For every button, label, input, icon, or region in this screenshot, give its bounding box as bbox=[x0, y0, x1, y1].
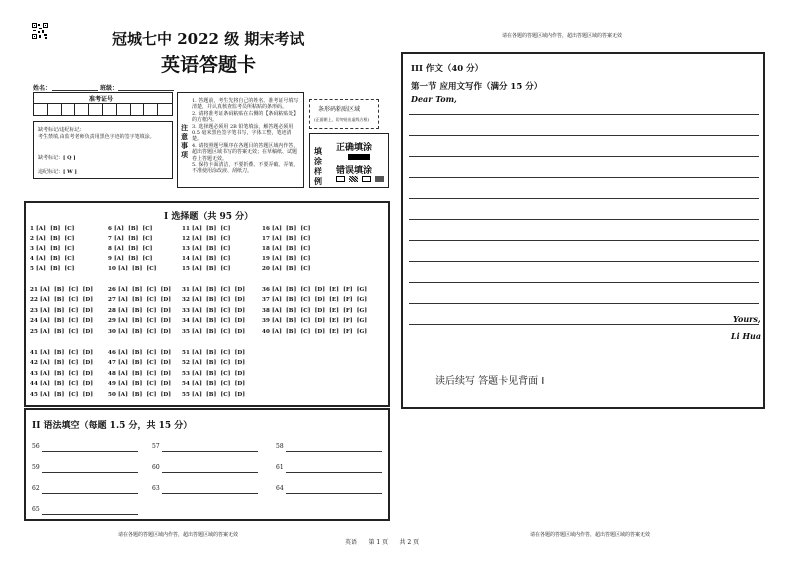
answer-option-row[interactable]: 11 [A] [B] [C] bbox=[182, 226, 231, 232]
answer-option-row[interactable]: 3 [A] [B] [C] bbox=[30, 246, 75, 252]
answer-option-row[interactable]: 28 [A] [B] [C] [D] bbox=[108, 307, 172, 314]
note-item: 2. 请将准考证条码粘贴在右侧的【条码粘贴处】的方框内。 bbox=[192, 110, 299, 124]
violation-mark[interactable]: [ W ] bbox=[63, 169, 77, 175]
exam-id-cell[interactable] bbox=[131, 103, 145, 115]
notes-side-label: 注意事项 bbox=[181, 123, 188, 159]
name-label: 姓名： bbox=[33, 85, 52, 92]
answer-option-row[interactable]: 54 [A] [B] [C] [D] bbox=[182, 381, 246, 388]
answer-option-row[interactable]: 37 [A] [B] [C] [D] [E] [F] [G] bbox=[262, 297, 368, 304]
answer-option-row[interactable]: 23 [A] [B] [C] [D] bbox=[30, 307, 94, 314]
answer-option-row[interactable]: 45 [A] [B] [C] [D] bbox=[30, 391, 94, 398]
answer-option-row[interactable]: 9 [A] [B] [C] bbox=[108, 256, 153, 262]
class-label: 班级： bbox=[100, 85, 119, 92]
writing-line[interactable] bbox=[409, 324, 759, 325]
part1-title: 第一节 应用文写作（满分 15 分） bbox=[411, 82, 543, 92]
exam-id-box bbox=[33, 92, 173, 116]
note-item: 4. 请按照题号顺序在各题目的答题区域内作答，超出答题区域书写的答案无效；在草稿纸、试题卷上答题无效。 bbox=[192, 142, 299, 162]
writing-lines[interactable] bbox=[409, 114, 762, 349]
answer-option-row[interactable]: 5 [A] [B] [C] bbox=[30, 266, 75, 272]
answer-option-row[interactable]: 30 [A] [B] [C] [D] bbox=[108, 328, 172, 335]
blank-line[interactable] bbox=[286, 493, 382, 494]
missing-mark-desc: 考生禁填,由监考老师负责用黑色字迹的签字笔填涂。 bbox=[38, 134, 155, 140]
answer-option-row[interactable]: 20 [A] [B] [C] bbox=[262, 266, 311, 272]
answer-option-row[interactable]: 46 [A] [B] [C] [D] bbox=[108, 350, 172, 356]
answer-option-row[interactable]: 4 [A] [B] [C] bbox=[30, 256, 75, 262]
answer-option-row[interactable]: 40 [A] [B] [C] [D] [E] [F] [G] bbox=[262, 328, 368, 335]
answer-option-row[interactable]: 10 [A] [B] [C] bbox=[108, 266, 157, 272]
exam-id-cells[interactable] bbox=[34, 103, 172, 115]
continuation-note: 读后续写 答题卡见背面 I bbox=[435, 376, 545, 387]
notes-box bbox=[177, 92, 304, 188]
exam-id-cell[interactable] bbox=[75, 103, 89, 115]
answer-option-row[interactable]: 38 [A] [B] [C] [D] [E] [F] [G] bbox=[262, 307, 368, 314]
section3-title: III 作文（40 分） bbox=[411, 64, 484, 74]
blank-number: 65 bbox=[32, 506, 40, 513]
writing-line[interactable] bbox=[409, 282, 759, 283]
answer-option-row[interactable]: 13 [A] [B] [C] bbox=[182, 246, 231, 252]
answer-option-row[interactable]: 18 [A] [B] [C] bbox=[262, 246, 311, 252]
answer-option-row[interactable]: 34 [A] [B] [C] [D] bbox=[182, 318, 246, 325]
answer-option-row[interactable]: 44 [A] [B] [C] [D] bbox=[30, 381, 94, 388]
section2-box bbox=[24, 408, 390, 521]
note-item: 1. 答题前，考生先将自己的姓名、准考证号填写清楚，并认真核查监考员所粘贴的条形码。 bbox=[192, 98, 299, 111]
letter-greeting: Dear Tom, bbox=[411, 94, 457, 104]
answer-option-row[interactable]: 36 [A] [B] [C] [D] [E] [F] [G] bbox=[262, 287, 368, 293]
writing-line[interactable] bbox=[409, 219, 759, 220]
blank-number: 63 bbox=[152, 485, 160, 492]
exam-id-cell[interactable] bbox=[48, 103, 62, 115]
footer-right-notice: 请在各题的答题区域内作答，超出答题区域的答案无效 bbox=[530, 532, 651, 538]
blank-line[interactable] bbox=[42, 493, 138, 494]
answer-option-row[interactable]: 48 [A] [B] [C] [D] bbox=[108, 370, 172, 377]
writing-line[interactable] bbox=[409, 198, 759, 199]
blank-number: 57 bbox=[152, 443, 160, 450]
exam-id-cell[interactable] bbox=[117, 103, 131, 115]
exam-id-cell[interactable] bbox=[144, 103, 158, 115]
answer-option-row[interactable]: 27 [A] [B] [C] [D] bbox=[108, 297, 172, 304]
writing-line[interactable] bbox=[409, 156, 759, 157]
blank-number: 56 bbox=[32, 443, 40, 450]
answer-option-row[interactable]: 47 [A] [B] [C] [D] bbox=[108, 360, 172, 367]
blank-line[interactable] bbox=[162, 451, 258, 452]
answer-option-row[interactable]: 14 [A] [B] [C] bbox=[182, 256, 231, 262]
exam-id-cell[interactable] bbox=[89, 103, 103, 115]
letter-signature: Li Hua bbox=[731, 331, 762, 341]
blank-line[interactable] bbox=[42, 472, 138, 473]
blank-line[interactable] bbox=[286, 451, 382, 452]
footer-left-notice: 请在各题的答题区域内作答，超出答题区域的答案无效 bbox=[118, 532, 239, 538]
top-right-notice: 请在各题的答题区域内作答，超出答题区域的答案无效 bbox=[502, 33, 623, 39]
exam-id-cell[interactable] bbox=[62, 103, 76, 115]
answer-option-row[interactable]: 33 [A] [B] [C] [D] bbox=[182, 307, 246, 314]
class-line bbox=[118, 90, 174, 91]
note-item: 3. 选择题必须用 2B 铅笔填涂，解答题必须用 0.5 毫米黑色签字笔书写，字体工整，笔迹清楚。 bbox=[192, 123, 294, 143]
answer-option-row[interactable]: 12 [A] [B] [C] bbox=[182, 236, 231, 242]
blank-number: 59 bbox=[32, 464, 40, 471]
answer-option-row[interactable]: 29 [A] [B] [C] [D] bbox=[108, 318, 172, 325]
answer-option-row[interactable]: 7 [A] [B] [C] bbox=[108, 236, 153, 242]
answer-option-row[interactable]: 25 [A] [B] [C] [D] bbox=[30, 328, 94, 335]
grammar-fill-blanks bbox=[32, 443, 388, 520]
answer-option-row[interactable]: 17 [A] [B] [C] bbox=[262, 236, 311, 242]
wrong-fill-samples bbox=[336, 176, 384, 183]
exam-id-cell[interactable] bbox=[103, 103, 117, 115]
section3-box bbox=[401, 52, 765, 409]
school-title: 冠城七中 2022 级 期末考试 bbox=[112, 30, 305, 48]
answer-option-row[interactable]: 31 [A] [B] [C] [D] bbox=[182, 287, 246, 293]
answer-option-row[interactable]: 51 [A] [B] [C] [D] bbox=[182, 350, 246, 356]
fill-example-side-label: 填涂样例 bbox=[314, 146, 322, 186]
answer-option-row[interactable]: 1 [A] [B] [C] bbox=[30, 226, 75, 232]
footer-page-info: 英语 第 1 页 共 2 页 bbox=[345, 539, 420, 546]
violation-label: 违纪标记：[ W ] bbox=[38, 169, 77, 175]
answer-option-row[interactable]: 8 [A] [B] [C] bbox=[108, 246, 153, 252]
section2-title: II 语法填空（每题 1.5 分，共 15 分） bbox=[32, 421, 193, 431]
name-line bbox=[52, 90, 98, 91]
blank-line[interactable] bbox=[162, 493, 258, 494]
barcode-label: 条形码粘贴区域 bbox=[318, 106, 361, 113]
writing-line[interactable] bbox=[409, 261, 759, 262]
notes-list bbox=[192, 98, 300, 175]
answer-option-row[interactable]: 32 [A] [B] [C] [D] bbox=[182, 297, 246, 304]
exam-id-label: 准考证号 bbox=[89, 96, 114, 103]
answer-option-row[interactable]: 26 [A] [B] [C] [D] bbox=[108, 287, 172, 293]
writing-line[interactable] bbox=[409, 177, 759, 178]
correct-fill-sample bbox=[348, 154, 370, 160]
answer-option-row[interactable]: 35 [A] [B] [C] [D] bbox=[182, 328, 246, 335]
answer-option-row[interactable]: 52 [A] [B] [C] [D] bbox=[182, 360, 246, 367]
exam-id-cell[interactable] bbox=[34, 103, 48, 115]
barcode-area bbox=[309, 99, 379, 129]
answer-option-row[interactable]: 2 [A] [B] [C] bbox=[30, 236, 75, 242]
answer-option-row[interactable]: 16 [A] [B] [C] bbox=[262, 226, 311, 232]
answer-option-row[interactable]: 24 [A] [B] [C] [D] bbox=[30, 318, 94, 325]
answer-option-row[interactable]: 15 [A] [B] [C] bbox=[182, 266, 231, 272]
answer-option-row[interactable]: 53 [A] [B] [C] [D] bbox=[182, 370, 246, 377]
correct-fill-label: 正确填涂 bbox=[336, 143, 373, 153]
exam-id-cell[interactable] bbox=[158, 103, 172, 115]
missing-mark-box bbox=[33, 121, 173, 179]
answer-option-row[interactable]: 19 [A] [B] [C] bbox=[262, 256, 311, 262]
writing-line[interactable] bbox=[409, 135, 759, 136]
answer-option-row[interactable]: 49 [A] [B] [C] [D] bbox=[108, 381, 172, 388]
writing-line[interactable] bbox=[409, 303, 759, 304]
card-title: 英语答题卡 bbox=[161, 54, 257, 76]
blank-line[interactable] bbox=[42, 514, 138, 515]
writing-line[interactable] bbox=[409, 240, 759, 241]
blank-line[interactable] bbox=[162, 472, 258, 473]
blank-line[interactable] bbox=[42, 451, 138, 452]
answer-option-row[interactable]: 39 [A] [B] [C] [D] [E] [F] [G] bbox=[262, 318, 368, 325]
blank-number: 62 bbox=[32, 485, 40, 492]
answer-option-row[interactable]: 55 [A] [B] [C] [D] bbox=[182, 391, 246, 398]
answer-option-row[interactable]: 43 [A] [B] [C] [D] bbox=[30, 370, 94, 377]
letter-closing: Yours, bbox=[733, 314, 761, 324]
absent-label: 缺考标记：[ Q ] bbox=[38, 155, 76, 161]
wrong-fill-label: 错误填涂 bbox=[336, 166, 373, 176]
blank-number: 61 bbox=[276, 464, 284, 471]
answer-option-row[interactable]: 21 [A] [B] [C] [D] bbox=[30, 287, 94, 293]
qr-code-icon bbox=[32, 23, 48, 39]
blank-number: 58 bbox=[276, 443, 284, 450]
answer-option-row[interactable]: 41 [A] [B] [C] [D] bbox=[30, 350, 94, 356]
fill-example-box bbox=[309, 133, 389, 188]
answer-option-row[interactable]: 50 [A] [B] [C] [D] bbox=[108, 391, 172, 398]
blank-number: 64 bbox=[276, 485, 284, 492]
answer-option-row[interactable]: 22 [A] [B] [C] [D] bbox=[30, 297, 94, 304]
answer-option-row[interactable]: 42 [A] [B] [C] [D] bbox=[30, 360, 94, 367]
missing-mark-title: 缺考标记/违纪标记： bbox=[38, 127, 85, 133]
blank-number: 60 bbox=[152, 464, 160, 471]
section1-box bbox=[24, 201, 390, 407]
section1-title: I 选择题（共 95 分） bbox=[164, 212, 254, 222]
barcode-sub: (正面朝上，切勿贴出虚线方框) bbox=[314, 117, 370, 122]
writing-line[interactable] bbox=[409, 114, 759, 115]
blank-line[interactable] bbox=[286, 472, 382, 473]
answer-option-row[interactable]: 6 [A] [B] [C] bbox=[108, 226, 153, 232]
absent-mark[interactable]: [ Q ] bbox=[63, 155, 76, 161]
note-item: 5. 保持卡面清洁，不要折叠、不要弄破、弄皱，不准使用涂改液、刮纸刀。 bbox=[192, 162, 299, 175]
